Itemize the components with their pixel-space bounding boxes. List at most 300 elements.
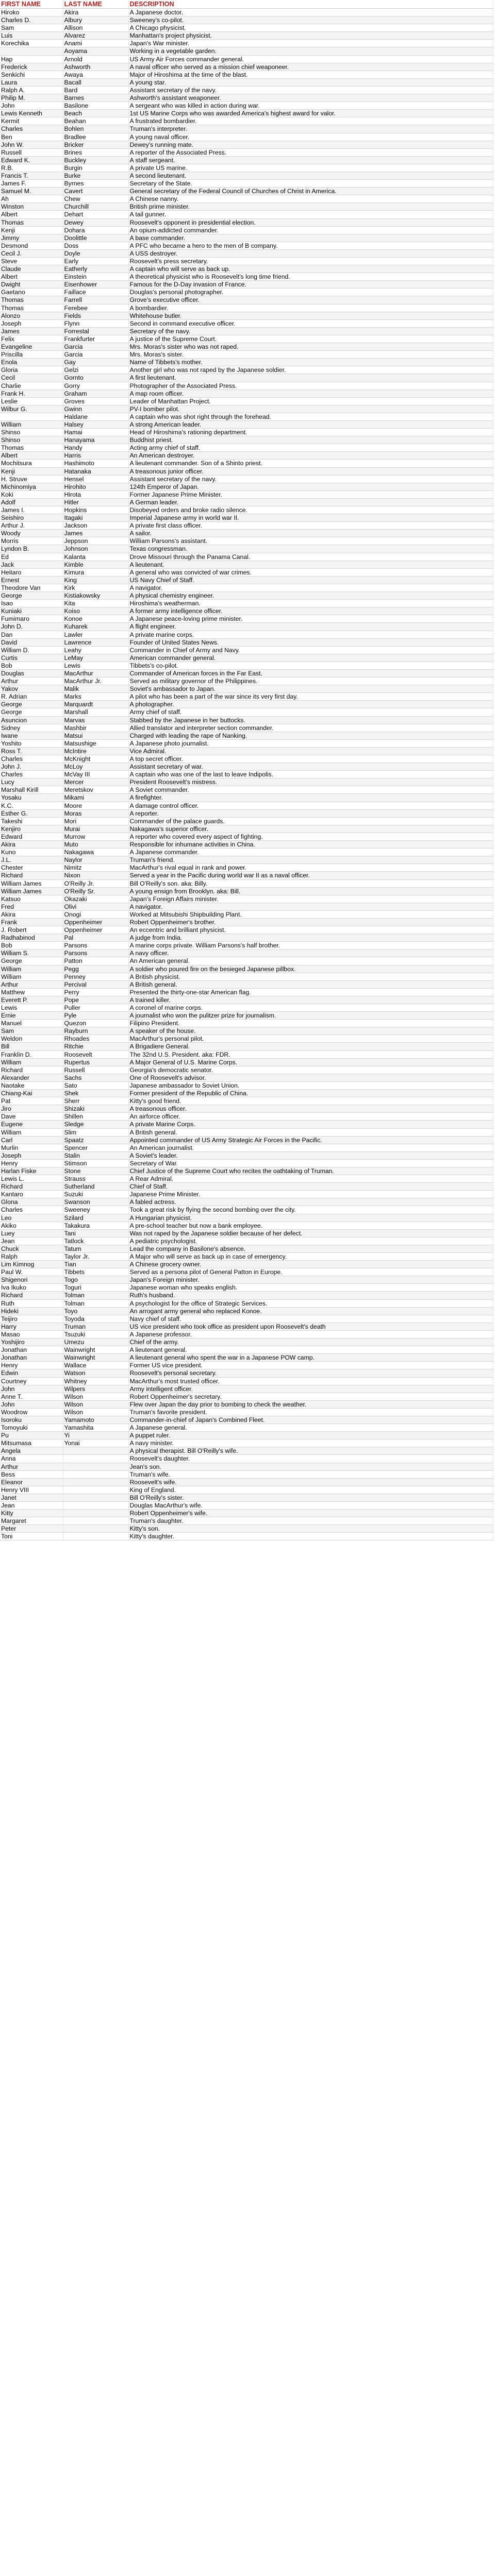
description-cell: A Major General of U.S. Marine Corps. bbox=[128, 1058, 493, 1066]
table-row bbox=[0, 273, 493, 281]
first-name-cell: William S. bbox=[0, 950, 63, 957]
first-name-cell: Lim Kimnog bbox=[0, 1261, 63, 1268]
table-row bbox=[0, 988, 493, 996]
last-name-cell: Koiso bbox=[63, 607, 128, 615]
first-name-cell: Korechika bbox=[0, 40, 63, 47]
description-cell: One of Roosevelt's advisor. bbox=[128, 1074, 493, 1081]
description-cell: A map room officer. bbox=[128, 389, 493, 397]
description-cell: King of England. bbox=[128, 1486, 493, 1494]
last-name-cell: Moore bbox=[63, 802, 128, 809]
table-row bbox=[0, 351, 493, 359]
last-name-cell: Dohara bbox=[63, 226, 128, 234]
description-cell: An American general. bbox=[128, 957, 493, 965]
first-name-cell: Ernest bbox=[0, 576, 63, 584]
first-name-cell: James I. bbox=[0, 506, 63, 514]
description-cell: Served as military governor of the Philippines. bbox=[128, 677, 493, 685]
first-name-cell: Claude bbox=[0, 265, 63, 273]
last-name-cell: Hirota bbox=[63, 490, 128, 498]
table-row bbox=[0, 1081, 493, 1089]
last-name-cell: Bradlee bbox=[63, 133, 128, 141]
table-row bbox=[0, 1400, 493, 1408]
first-name-cell: Eleanor bbox=[0, 1478, 63, 1486]
last-name-cell: King bbox=[63, 576, 128, 584]
description-cell: A British physicist. bbox=[128, 973, 493, 980]
table-row bbox=[0, 817, 493, 825]
description-cell: Working in a vegetable garden. bbox=[128, 47, 493, 55]
last-name-cell: Pal bbox=[63, 934, 128, 942]
table-row bbox=[0, 739, 493, 747]
first-name-cell: Eugene bbox=[0, 1121, 63, 1128]
last-name-cell: Toyo bbox=[63, 1307, 128, 1315]
description-cell: A Rear Admiral. bbox=[128, 1175, 493, 1183]
first-name-cell: Frank bbox=[0, 918, 63, 926]
last-name-cell: Rayburn bbox=[63, 1027, 128, 1035]
last-name-cell: Wallace bbox=[63, 1362, 128, 1369]
last-name-cell bbox=[63, 1525, 128, 1533]
description-cell: Japan's Foreign Affairs minister. bbox=[128, 895, 493, 903]
first-name-cell: Isao bbox=[0, 600, 63, 607]
first-name-cell: Heitaro bbox=[0, 568, 63, 576]
description-cell: A staff sergeant. bbox=[128, 156, 493, 164]
last-name-cell: Murai bbox=[63, 825, 128, 833]
table-row bbox=[0, 413, 493, 420]
last-name-cell: Sledge bbox=[63, 1121, 128, 1128]
table-row bbox=[0, 47, 493, 55]
description-cell: A young star. bbox=[128, 78, 493, 86]
first-name-cell: Charles D. bbox=[0, 16, 63, 24]
first-name-cell: Akira bbox=[0, 910, 63, 918]
description-cell: Robert Oppenheimer's brother. bbox=[128, 918, 493, 926]
description-cell: A captain who will serve as back up. bbox=[128, 265, 493, 273]
table-row bbox=[0, 1151, 493, 1159]
description-cell: A general who was convicted of war crimes. bbox=[128, 568, 493, 576]
table-row bbox=[0, 148, 493, 156]
first-name-cell: Thomas bbox=[0, 218, 63, 226]
description-cell: Truman's friend. bbox=[128, 856, 493, 864]
last-name-cell bbox=[63, 1470, 128, 1478]
last-name-cell bbox=[63, 1486, 128, 1494]
description-cell: Japan's War minister. bbox=[128, 40, 493, 47]
table-row bbox=[0, 1292, 493, 1299]
last-name-cell: Eisenhower bbox=[63, 281, 128, 289]
table-row bbox=[0, 607, 493, 615]
first-name-cell: William bbox=[0, 973, 63, 980]
description-cell: Chief Justice of the Supreme Court who recites the oathtaking of Truman. bbox=[128, 1167, 493, 1175]
first-name-cell: Woody bbox=[0, 530, 63, 537]
last-name-cell: Shizaki bbox=[63, 1105, 128, 1113]
last-name-cell: McVay III bbox=[63, 771, 128, 778]
last-name-cell: Marvas bbox=[63, 716, 128, 724]
description-cell: A tail gunner. bbox=[128, 211, 493, 218]
last-name-cell: O'Reilly Sr. bbox=[63, 887, 128, 895]
first-name-cell: Angela bbox=[0, 1447, 63, 1455]
last-name-cell: Kistiakowsky bbox=[63, 592, 128, 600]
first-name-cell: Edward K. bbox=[0, 156, 63, 164]
table-row bbox=[0, 1113, 493, 1121]
description-cell: Acting army chief of staff. bbox=[128, 444, 493, 452]
last-name-cell: Szilard bbox=[63, 1214, 128, 1222]
description-cell: A theoretical physicist who is Roosevelt's long time friend. bbox=[128, 273, 493, 281]
description-cell: Allied translator and interpreter section commander. bbox=[128, 724, 493, 732]
description-cell: An airforce officer. bbox=[128, 1113, 493, 1121]
first-name-cell: Alonzo bbox=[0, 312, 63, 319]
last-name-cell: Kimble bbox=[63, 561, 128, 568]
first-name-cell: Hideki bbox=[0, 1307, 63, 1315]
description-cell: Responsible for inhumane activities in China. bbox=[128, 841, 493, 849]
first-name-cell: Yakov bbox=[0, 685, 63, 693]
description-cell: Robert Oppenheimer's secretary. bbox=[128, 1393, 493, 1400]
description-cell: A base commander. bbox=[128, 234, 493, 242]
first-name-cell: Kenji bbox=[0, 467, 63, 475]
first-name-cell: Murlin bbox=[0, 1144, 63, 1151]
table-row bbox=[0, 934, 493, 942]
description-cell: Second in command executive officer. bbox=[128, 319, 493, 327]
first-name-cell: Margaret bbox=[0, 1517, 63, 1525]
last-name-cell: Tolman bbox=[63, 1292, 128, 1299]
table-row bbox=[0, 343, 493, 351]
table-row bbox=[0, 265, 493, 273]
first-name-cell: Sam bbox=[0, 1027, 63, 1035]
first-name-cell: Richard bbox=[0, 1066, 63, 1074]
first-name-cell: George bbox=[0, 708, 63, 716]
last-name-cell: Percival bbox=[63, 980, 128, 988]
table-row bbox=[0, 490, 493, 498]
table-row bbox=[0, 716, 493, 724]
table-row bbox=[0, 1377, 493, 1385]
description-cell: Flew over Japan the day prior to bombing to check the weather. bbox=[128, 1400, 493, 1408]
description-cell: A navy minister. bbox=[128, 1439, 493, 1447]
last-name-cell: Byrnes bbox=[63, 180, 128, 188]
last-name-cell: Basilone bbox=[63, 102, 128, 110]
description-cell: Secretary of the navy. bbox=[128, 327, 493, 335]
description-cell: Lead the company in Basilone's absence. bbox=[128, 1245, 493, 1252]
description-cell: A German leader. bbox=[128, 498, 493, 506]
table-row bbox=[0, 1136, 493, 1144]
table-row bbox=[0, 444, 493, 452]
last-name-cell: Suzuki bbox=[63, 1191, 128, 1198]
table-row bbox=[0, 1494, 493, 1501]
table-row bbox=[0, 1533, 493, 1540]
first-name-cell: William bbox=[0, 420, 63, 428]
last-name-cell: Albury bbox=[63, 16, 128, 24]
last-name-cell: Garcia bbox=[63, 343, 128, 351]
first-name-cell: Evangeline bbox=[0, 343, 63, 351]
description-cell: Mrs. Moras's sister. bbox=[128, 351, 493, 359]
description-cell: A trained killer. bbox=[128, 996, 493, 1004]
first-name-cell: Joseph bbox=[0, 1151, 63, 1159]
table-row bbox=[0, 864, 493, 872]
last-name-cell: Matsui bbox=[63, 732, 128, 739]
first-name-cell: Cecil bbox=[0, 374, 63, 382]
last-name-cell: McLoy bbox=[63, 763, 128, 771]
last-name-cell: Bacall bbox=[63, 78, 128, 86]
description-cell: An American destroyer. bbox=[128, 452, 493, 460]
description-cell: MacArthur's rival equal in rank and power. bbox=[128, 864, 493, 872]
last-name-cell: McKnight bbox=[63, 755, 128, 763]
last-name-cell: Hanayama bbox=[63, 436, 128, 444]
last-name-cell: Sato bbox=[63, 1081, 128, 1089]
description-cell: US vice president who took office as president upon Roosevelt's death bbox=[128, 1323, 493, 1330]
description-cell: A naval officer who served as a mission chief weaponeer. bbox=[128, 63, 493, 71]
description-cell: A flight engineer. bbox=[128, 623, 493, 631]
first-name-cell: Shigenori bbox=[0, 1276, 63, 1284]
description-cell: A private US marine. bbox=[128, 164, 493, 172]
first-name-cell: Fumimaro bbox=[0, 615, 63, 623]
last-name-cell: Mashbir bbox=[63, 724, 128, 732]
first-name-cell: Sidney bbox=[0, 724, 63, 732]
first-name-cell: John W. bbox=[0, 141, 63, 148]
description-cell: Sweeney's co-pilot. bbox=[128, 16, 493, 24]
first-name-cell: Douglas bbox=[0, 669, 63, 677]
last-name-cell: Sutherland bbox=[63, 1183, 128, 1191]
table-row bbox=[0, 1191, 493, 1198]
table-row bbox=[0, 537, 493, 545]
description-cell: Tibbets's co-pilot. bbox=[128, 662, 493, 669]
last-name-cell: Marks bbox=[63, 693, 128, 701]
description-cell: Kitty's son. bbox=[128, 1525, 493, 1533]
last-name-cell: Jeppson bbox=[63, 537, 128, 545]
first-name-cell: Desmond bbox=[0, 242, 63, 249]
table-row bbox=[0, 63, 493, 71]
header-last-name: LAST NAME bbox=[63, 0, 128, 9]
last-name-cell: Halsey bbox=[63, 420, 128, 428]
first-name-cell: Joseph bbox=[0, 319, 63, 327]
table-row bbox=[0, 188, 493, 195]
table-row bbox=[0, 1362, 493, 1369]
table-row bbox=[0, 530, 493, 537]
first-name-cell: Bess bbox=[0, 1470, 63, 1478]
table-row bbox=[0, 289, 493, 296]
description-cell: A speaker of the house. bbox=[128, 1027, 493, 1035]
description-cell: Whitehouse butler. bbox=[128, 312, 493, 319]
description-cell: Founder of United States News. bbox=[128, 638, 493, 646]
table-row bbox=[0, 498, 493, 506]
first-name-cell: Jean bbox=[0, 1237, 63, 1245]
last-name-cell: Onogi bbox=[63, 910, 128, 918]
last-name-cell: Slim bbox=[63, 1128, 128, 1136]
last-name-cell: McIntire bbox=[63, 747, 128, 755]
description-cell: Stabbed by the Japanese in her buttocks. bbox=[128, 716, 493, 724]
table-row bbox=[0, 234, 493, 242]
last-name-cell: Parsons bbox=[63, 950, 128, 957]
table-row bbox=[0, 1058, 493, 1066]
last-name-cell: Mercer bbox=[63, 778, 128, 786]
last-name-cell: Lawler bbox=[63, 631, 128, 638]
first-name-cell: Lewis Kenneth bbox=[0, 110, 63, 117]
table-row bbox=[0, 1206, 493, 1214]
first-name-cell: Edwin bbox=[0, 1369, 63, 1377]
first-name-cell: Asuncion bbox=[0, 716, 63, 724]
table-body bbox=[0, 9, 493, 1540]
last-name-cell: Rhoades bbox=[63, 1035, 128, 1043]
first-name-cell: Charles bbox=[0, 771, 63, 778]
description-cell: Presented the thirty-one-star American flag. bbox=[128, 988, 493, 996]
last-name-cell: Haldane bbox=[63, 413, 128, 420]
table-row bbox=[0, 16, 493, 24]
last-name-cell: Tsuzuki bbox=[63, 1330, 128, 1338]
last-name-cell: Cavert bbox=[63, 188, 128, 195]
table-row bbox=[0, 903, 493, 910]
description-cell: A fabled actress. bbox=[128, 1198, 493, 1206]
last-name-cell: Burke bbox=[63, 172, 128, 179]
last-name-cell: Strauss bbox=[63, 1175, 128, 1183]
description-cell: Assistant secretary of the navy. bbox=[128, 475, 493, 483]
first-name-cell: Richard bbox=[0, 1292, 63, 1299]
table-row bbox=[0, 522, 493, 530]
first-name-cell: Wilbur G. bbox=[0, 405, 63, 413]
first-name-cell: Jiro bbox=[0, 1105, 63, 1113]
first-name-cell: Anne T. bbox=[0, 1393, 63, 1400]
first-name-cell: Philip M. bbox=[0, 94, 63, 102]
first-name-cell: Harlan Fiske bbox=[0, 1167, 63, 1175]
description-cell: Japan's Foreign minister. bbox=[128, 1276, 493, 1284]
description-cell: Chief of the army. bbox=[128, 1338, 493, 1346]
first-name-cell: Ah bbox=[0, 195, 63, 203]
last-name-cell: Flynn bbox=[63, 319, 128, 327]
table-row bbox=[0, 1510, 493, 1517]
last-name-cell: Wilpers bbox=[63, 1385, 128, 1393]
last-name-cell: Matsushige bbox=[63, 739, 128, 747]
description-cell: Was not raped by the Japanese soldier because of her defect. bbox=[128, 1229, 493, 1237]
last-name-cell: Chew bbox=[63, 195, 128, 203]
table-row bbox=[0, 786, 493, 794]
description-cell: William Parsons's assistant. bbox=[128, 537, 493, 545]
description-cell: A soldier who poured fire on the besieged Japanese pillbox. bbox=[128, 965, 493, 973]
last-name-cell bbox=[63, 1510, 128, 1517]
description-cell: A pre-school teacher but now a bank employee. bbox=[128, 1222, 493, 1229]
table-row bbox=[0, 693, 493, 701]
last-name-cell: Bohlen bbox=[63, 125, 128, 133]
table-row bbox=[0, 794, 493, 802]
last-name-cell: Wilson bbox=[63, 1393, 128, 1400]
description-cell: A USS destroyer. bbox=[128, 249, 493, 257]
description-cell: Dewey's running mate. bbox=[128, 141, 493, 148]
last-name-cell: Marquardt bbox=[63, 701, 128, 708]
first-name-cell: Anna bbox=[0, 1455, 63, 1463]
first-name-cell: Bob bbox=[0, 942, 63, 950]
table-row bbox=[0, 1346, 493, 1354]
description-cell: Roosevelt's wife. bbox=[128, 1478, 493, 1486]
first-name-cell: K.C. bbox=[0, 802, 63, 809]
first-name-cell: Frederick bbox=[0, 63, 63, 71]
last-name-cell: Yamamoto bbox=[63, 1416, 128, 1423]
table-row bbox=[0, 996, 493, 1004]
table-row bbox=[0, 771, 493, 778]
first-name-cell: Cecil J. bbox=[0, 249, 63, 257]
table-row bbox=[0, 1284, 493, 1292]
table-row bbox=[0, 1463, 493, 1470]
last-name-cell: Rupertus bbox=[63, 1058, 128, 1066]
description-cell: A navigator. bbox=[128, 903, 493, 910]
table-row bbox=[0, 965, 493, 973]
description-cell: Kitty's good friend. bbox=[128, 1097, 493, 1105]
description-cell: US Army Air Forces commander general. bbox=[128, 55, 493, 63]
first-name-cell: James bbox=[0, 327, 63, 335]
table-row bbox=[0, 1393, 493, 1400]
header-first-name: FIRST NAME bbox=[0, 0, 63, 9]
table-row bbox=[0, 304, 493, 312]
last-name-cell: Meretskov bbox=[63, 786, 128, 794]
table-row bbox=[0, 312, 493, 319]
description-cell: A British general. bbox=[128, 1128, 493, 1136]
table-row bbox=[0, 420, 493, 428]
description-cell: A Major who will serve as back up in case of emergency. bbox=[128, 1253, 493, 1261]
description-cell: A private marine corps. bbox=[128, 631, 493, 638]
table-row bbox=[0, 1245, 493, 1252]
table-row bbox=[0, 685, 493, 693]
first-name-cell: H. Struve bbox=[0, 475, 63, 483]
table-row bbox=[0, 40, 493, 47]
last-name-cell: Truman bbox=[63, 1323, 128, 1330]
first-name-cell: Marshall Kirill bbox=[0, 786, 63, 794]
first-name-cell: Yosaku bbox=[0, 794, 63, 802]
table-row bbox=[0, 1439, 493, 1447]
last-name-cell: Konoe bbox=[63, 615, 128, 623]
first-name-cell: Chuck bbox=[0, 1245, 63, 1252]
description-cell: A private first class officer. bbox=[128, 522, 493, 530]
last-name-cell: Tolman bbox=[63, 1299, 128, 1307]
last-name-cell: Hensel bbox=[63, 475, 128, 483]
last-name-cell: Toguri bbox=[63, 1284, 128, 1292]
table-row bbox=[0, 1338, 493, 1346]
last-name-cell: Toyoda bbox=[63, 1315, 128, 1323]
last-name-cell: Allison bbox=[63, 24, 128, 32]
last-name-cell: Eatherly bbox=[63, 265, 128, 273]
table-row bbox=[0, 1253, 493, 1261]
description-cell: A British general. bbox=[128, 980, 493, 988]
first-name-cell: William James bbox=[0, 879, 63, 887]
description-cell: A lieutenant commander. Son of a Shinto priest. bbox=[128, 460, 493, 467]
table-row bbox=[0, 631, 493, 638]
first-name-cell: R.B. bbox=[0, 164, 63, 172]
first-name-cell: Woodrow bbox=[0, 1408, 63, 1416]
last-name-cell: Shek bbox=[63, 1090, 128, 1097]
description-cell: A puppet ruler. bbox=[128, 1432, 493, 1439]
table-row bbox=[0, 1307, 493, 1315]
last-name-cell: Kuharek bbox=[63, 623, 128, 631]
description-cell: Douglas's personal photographer. bbox=[128, 289, 493, 296]
description-cell: Soviet's ambassador to Japan. bbox=[128, 685, 493, 693]
table-row bbox=[0, 1097, 493, 1105]
table-row bbox=[0, 918, 493, 926]
table-row bbox=[0, 359, 493, 366]
description-cell: A navigator. bbox=[128, 584, 493, 591]
first-name-cell: Edward bbox=[0, 833, 63, 840]
description-cell: Mrs. Moras's sister who was not raped. bbox=[128, 343, 493, 351]
description-cell: Drove Missouri through the Panama Canal. bbox=[128, 553, 493, 561]
description-cell: A frustrated bombardier. bbox=[128, 117, 493, 125]
table-row bbox=[0, 1478, 493, 1486]
table-row bbox=[0, 561, 493, 568]
table-row bbox=[0, 980, 493, 988]
description-cell: Grove's executive officer. bbox=[128, 296, 493, 304]
table-row bbox=[0, 506, 493, 514]
description-cell: A reporter. bbox=[128, 809, 493, 817]
table-row bbox=[0, 732, 493, 739]
last-name-cell: Gornto bbox=[63, 374, 128, 382]
last-name-cell: Stalin bbox=[63, 1151, 128, 1159]
first-name-cell: Leo bbox=[0, 1214, 63, 1222]
table-row bbox=[0, 1323, 493, 1330]
description-cell: A reporter of the Associated Press. bbox=[128, 148, 493, 156]
table-row bbox=[0, 1012, 493, 1020]
description-cell: Major of Hiroshima at the time of the blast. bbox=[128, 71, 493, 78]
last-name-cell: Dewey bbox=[63, 218, 128, 226]
first-name-cell: J. Robert bbox=[0, 926, 63, 934]
first-name-cell: Chiang-Kai bbox=[0, 1090, 63, 1097]
description-cell: Roosevelt's daughter. bbox=[128, 1455, 493, 1463]
first-name-cell: Charles bbox=[0, 1206, 63, 1214]
